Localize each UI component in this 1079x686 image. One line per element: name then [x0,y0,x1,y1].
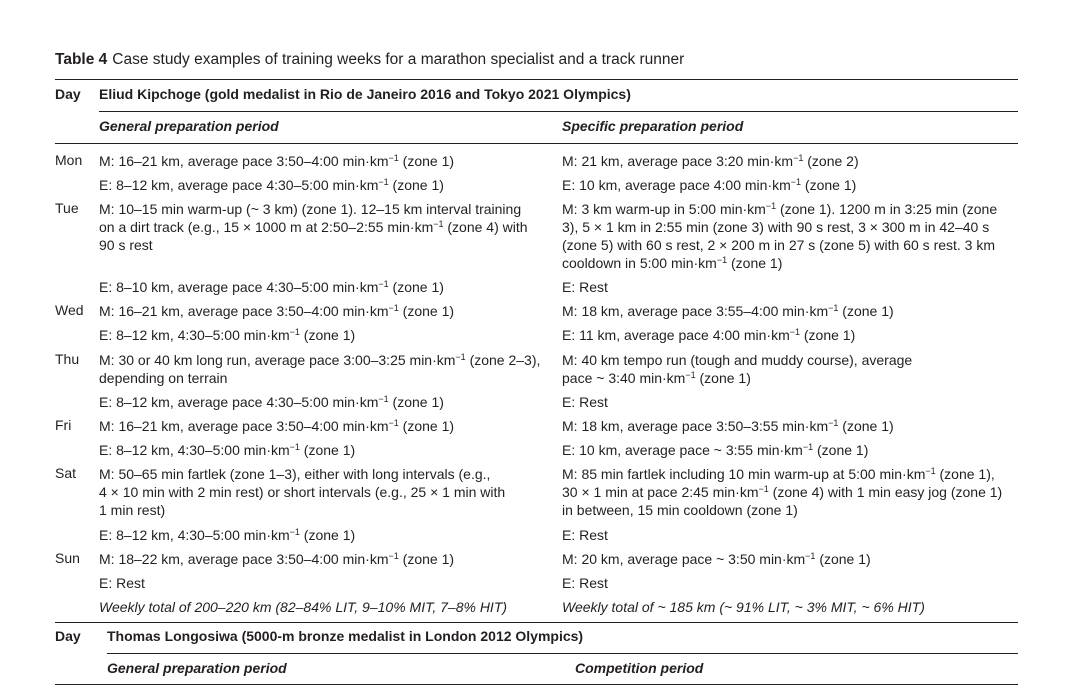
specific-prep-cell [562,550,871,568]
cell-line: on a dirt track (e.g., 15 × 1000 m at 2:50–2:55 $\min\cdot km^{-1}$ (zone 4) with [99,219,528,235]
specific-prep-cell [562,326,855,344]
cell-line: E: 8–12 km, 4:30–5:00 $\min\cdot km^{-1}$ (zone 1) [99,442,356,458]
cell-line: M: 18–22 km, average pace 3:50–4:00 $\min\cdot km^{-1}$ (zone 1) [99,551,455,567]
cell-line: cooldown in 5:00 $\min\cdot km^{-1}$ (zone 1) [562,255,783,271]
general-prep-cell [99,465,505,519]
col2-period-heading: Specific preparation period [562,118,744,134]
cell-line: E: 8–12 km, 4:30–5:00 $\min\cdot km^{-1}$ (zone 1) [99,327,356,343]
specific-prep-cell [562,526,608,544]
cell-line: 90 s rest [99,237,153,253]
specific-prep-cell [562,417,894,435]
specific-prep-cell [562,351,912,387]
general-prep-cell [99,550,454,568]
cell-line: E: Rest [99,575,145,591]
athlete-heading: Eliud Kipchoge (gold medalist in Rio de Janeiro 2016 and Tokyo 2021 Olympics) [99,86,631,102]
cell-line: M: 16–21 km, average pace 3:50–4:00 $\min\cdot km^{-1}$ (zone 1) [99,153,455,169]
cell-line: E: 8–10 km, average pace 4:30–5:00 $\min\cdot km^{-1}$ (zone 1) [99,279,444,295]
general-prep-cell [99,302,454,320]
general-prep-cell [99,441,355,459]
specific-prep-cell [562,393,608,411]
general-prep-cell [99,278,444,296]
day-header-2: Day [55,628,81,644]
general-prep-cell [99,326,355,344]
general-prep-cell [99,526,355,544]
cell-line: M: 18 km, average pace 3:50–3:55 $\min\cdot km^{-1}$ (zone 1) [562,418,894,434]
general-prep-cell [99,574,145,592]
cell-line: E: Rest [562,575,608,591]
athlete-rule-2 [107,653,1018,654]
cell-line: M: 16–21 km, average pace 3:50–4:00 $\min\cdot km^{-1}$ (zone 1) [99,418,455,434]
cell-line: E: Rest [562,527,608,543]
day-header: Day [55,86,81,102]
specific-prep-cell [562,441,868,459]
day-label: Fri [55,417,72,433]
weekly-total-col1: Weekly total of 200–220 km (82–84% LIT, 9–10% MIT, 7–8% HIT) [99,599,508,615]
cell-line: M: 16–21 km, average pace 3:50–4:00 $\min\cdot km^{-1}$ (zone 1) [99,303,455,319]
day-label: Mon [55,152,83,168]
general-prep-cell [99,351,540,387]
cell-line: E: Rest [562,279,608,295]
cell-line: E: 11 km, average pace 4:00 $\min\cdot km^{-1}$ (zone 1) [562,327,856,343]
day-label: Tue [55,200,79,216]
header-rule [55,143,1018,144]
cell-line: M: 40 km tempo run (tough and muddy course), average [562,352,913,368]
col1-period-heading: General preparation period [99,118,279,134]
cell-line: M: 30 or 40 km long run, average pace 3:00–3:25 $\min\cdot km^{-1}$ (zone 2–3), [99,352,541,368]
cell-line: M: 3 km warm-up in 5:00 $\min\cdot km^{-1}$ (zone 1). 1200 m in 3:25 min (zone [562,201,998,217]
general-prep-cell [99,200,528,254]
cell-line: M: 21 km, average pace 3:20 $\min\cdot km^{-1}$ (zone 2) [562,153,859,169]
cell-line: E: Rest [562,394,608,410]
specific-prep-cell [562,176,856,194]
general-prep-cell [99,393,444,411]
specific-prep-cell [562,200,997,272]
cell-line: E: 10 km, average pace ~ 3:55 $\min\cdot km^{-1}$ (zone 1) [562,442,869,458]
cell-line: M: 20 km, average pace ~ 3:50 $\min\cdot km^{-1}$ (zone 1) [562,551,871,567]
day-label: Sat [55,465,77,481]
specific-prep-cell [562,152,859,170]
cell-line: M: 50–65 min fartlek (zone 1–3), either with long intervals (e.g., [99,466,491,482]
general-prep-cell [99,417,454,435]
bottom-rule [55,684,1018,685]
cell-line: 4 × 10 min with 2 min rest) or short intervals (e.g., 25 × 1 min with [99,484,506,500]
specific-prep-cell [562,278,608,296]
cell-line: depending on terrain [99,370,228,386]
general-prep-cell [99,176,444,194]
table-caption-text: Case study examples of training weeks for a marathon specialist and a track runner [112,51,685,68]
top-rule [55,79,1018,80]
specific-prep-cell [562,574,608,592]
day-label: Sun [55,550,80,566]
cell-line: 30 × 1 min at pace 2:45 $\min\cdot km^{-1}$ (zone 4) with 1 min easy jog (zone 1) [562,484,1003,500]
cell-line: M: 85 min fartlek including 10 min warm-up at 5:00 $\min\cdot km^{-1}$ (zone 1), [562,466,995,482]
table-label: Table 4 [55,51,108,68]
general-prep-cell [99,152,454,170]
day-label: Wed [55,302,84,318]
cell-line: E: 8–12 km, average pace 4:30–5:00 $\min\cdot km^{-1}$ (zone 1) [99,177,444,193]
cell-line: M: 10–15 min warm-up (~ 3 km) (zone 1). 12–15 km interval training [99,201,522,217]
table-caption [55,51,684,69]
cell-line: E: 8–12 km, average pace 4:30–5:00 $\min\cdot km^{-1}$ (zone 1) [99,394,444,410]
cell-line: E: 8–12 km, 4:30–5:00 $\min\cdot km^{-1}$ (zone 1) [99,527,356,543]
specific-prep-cell [562,465,1002,519]
cell-line: 1 min rest) [99,502,166,518]
col2-period-heading-2: Competition period [575,660,704,676]
athlete-rule [99,111,1018,112]
athlete-heading-2: Thomas Longosiwa (5000-m bronze medalist in London 2012 Olympics) [107,628,584,644]
section-rule [55,622,1018,623]
cell-line: 3), 5 × 1 km in 2:55 min (zone 3) with 90 s rest, 3 × 300 m in 42–40 s [562,219,990,235]
cell-line: E: 10 km, average pace 4:00 $\min\cdot km^{-1}$ (zone 1) [562,177,857,193]
cell-line: pace ~ 3:40 $\min\cdot km^{-1}$ (zone 1) [562,370,751,386]
cell-line: M: 18 km, average pace 3:55–4:00 $\min\cdot km^{-1}$ (zone 1) [562,303,894,319]
cell-line: (zone 5) with 60 s rest, 2 × 200 m in 27 s (zone 5) with 60 s rest. 3 km [562,237,996,253]
weekly-total-col2: Weekly total of ~ 185 km (~ 91% LIT, ~ 3% MIT, ~ 6% HIT) [562,599,925,615]
specific-prep-cell [562,302,894,320]
day-label: Thu [55,351,80,367]
cell-line: in between, 15 min cooldown (zone 1) [562,502,798,518]
col1-period-heading-2: General preparation period [107,660,287,676]
